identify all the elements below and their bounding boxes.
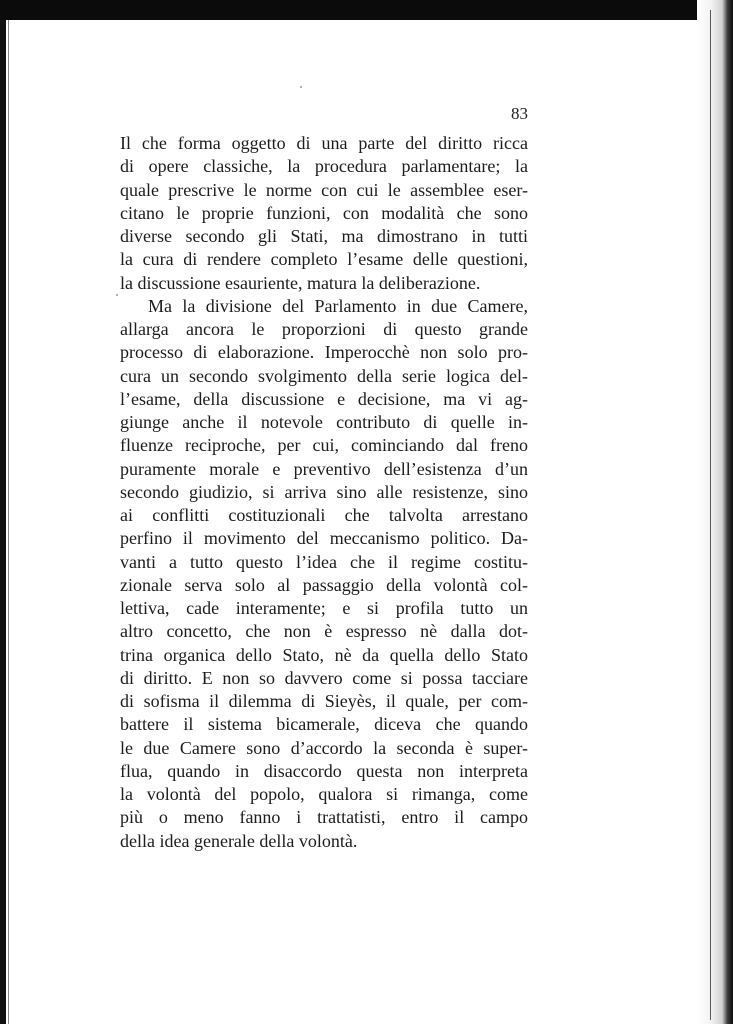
text-line: le due Camere sono d’accordo la seconda è super-: [120, 737, 528, 758]
text-line: altro concetto, che non è espresso nè dalla dot-: [120, 621, 528, 642]
scan-left-rule: [8, 20, 9, 1024]
text-line: la cura di rendere completo l’esame delle questioni,: [120, 249, 528, 270]
text-line: puramente morale e preventivo dell’esistenza d’un: [120, 458, 528, 479]
paragraph-1: [120, 132, 528, 295]
paper-speck: [300, 86, 302, 88]
text-line: perfino il movimento del meccanismo politico. Da-: [120, 528, 528, 549]
text-line: la discussione esauriente, matura la deliberazione.: [120, 272, 481, 293]
text-line: di sofisma il dilemma di Sieyès, il quale, per com-: [120, 691, 528, 711]
page-number: 83: [511, 104, 528, 123]
book-spine-edge: [697, 0, 733, 1024]
text-line: di opere classiche, la procedura parlamentare; la: [120, 156, 528, 177]
text-line: di diritto. E non so davvero come si possa tacciare: [120, 667, 528, 688]
text-line: vanti a tutto questo l’idea che il regime costitu-: [120, 551, 528, 572]
text-line: giunge anche il notevole contributo di quelle in-: [120, 412, 528, 432]
text-line: allarga ancora le proporzioni di questo grande: [120, 319, 528, 339]
text-line: trina organica dello Stato, nè da quella dello Stato: [120, 644, 528, 665]
text-line: ai conflitti costituzionali che talvolta arrestano: [120, 505, 528, 525]
text-line: battere il sistema bicamerale, diceva che quando: [120, 714, 528, 735]
text-line: fluenze reciproche, per cui, cominciando dal freno: [120, 435, 528, 456]
text-line: Il che forma oggetto di una parte del diritto ricca: [120, 133, 528, 153]
scan-left-border: [0, 20, 6, 1024]
scan-top-border: [0, 0, 733, 20]
paragraph-2: [120, 295, 528, 853]
text-line: cura un secondo svolgimento della serie logica del-: [120, 365, 528, 386]
text-line: diverse secondo gli Stati, ma dimostrano in tutti: [120, 226, 528, 246]
text-line: flua, quando in disaccordo questa non interpreta: [120, 760, 528, 781]
text-line: della idea generale della volontà.: [120, 830, 358, 851]
text-line: zionale serva solo al passaggio della volontà col-: [120, 574, 528, 595]
text-line: Ma la divisione del Parlamento in due Camere,: [148, 295, 528, 316]
text-line: secondo giudizio, si arriva sino alle resistenze, sino: [120, 481, 528, 502]
text-line: la volontà del popolo, qualora si rimanga, come: [120, 784, 528, 804]
text-line: l’esame, della discussione e decisione, ma vi ag-: [120, 388, 528, 409]
text-line: quale prescrive le norme con cui le assemblee eser-: [120, 179, 528, 200]
scan-right-rule: [710, 10, 711, 1020]
text-line: processo di elaborazione. Imperocchè non solo pro-: [120, 342, 528, 363]
text-line: citano le proprie funzioni, con modalità che sono: [120, 202, 528, 223]
text-line: lettiva, cade interamente; e si profila tutto un: [120, 598, 528, 618]
paper-speck: [116, 294, 118, 296]
body-text: [120, 132, 528, 853]
text-line: più o meno fanno i trattatisti, entro il campo: [120, 807, 528, 828]
